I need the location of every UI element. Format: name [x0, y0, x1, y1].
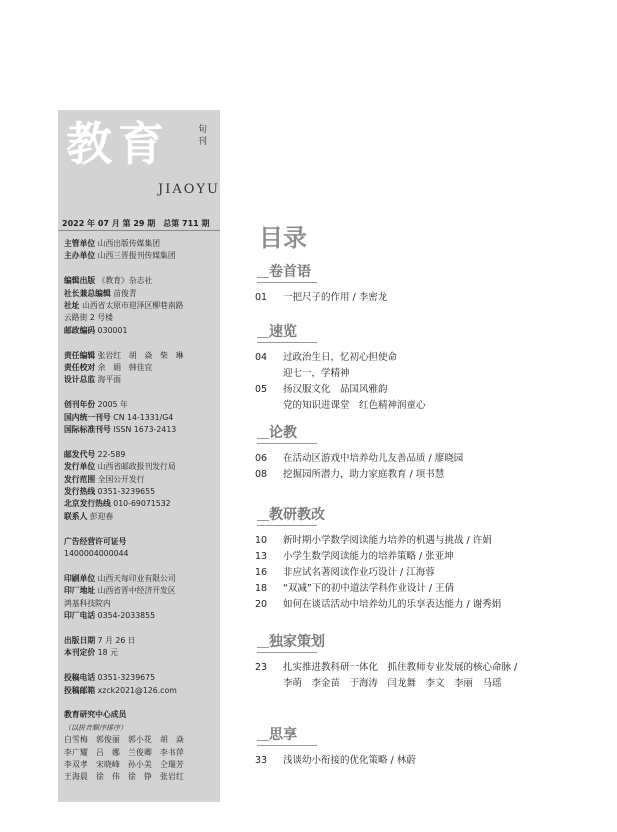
masthead-value: 全国公开发行 — [97, 474, 145, 484]
masthead-value: xzck2021@126.com — [97, 685, 177, 695]
article-title: 浅谈幼小衔接的优化策略 / 林蔚 — [283, 755, 416, 766]
masthead-group — [64, 573, 216, 623]
toc-entry[interactable] — [255, 565, 595, 581]
masthead-row — [64, 288, 216, 300]
masthead-key: 出版日期 — [64, 635, 96, 645]
masthead-value: 海平面 — [97, 375, 122, 385]
article-title: 非应试名著阅读作业巧设计 / 江海蓉 — [283, 567, 435, 578]
masthead-value: 030001 — [97, 325, 128, 335]
masthead-value: 010-69071532 — [113, 499, 171, 509]
article-title: 过政治生日，忆初心担使命 — [283, 352, 398, 363]
masthead-sidebar — [58, 110, 220, 802]
section-underline — [257, 525, 317, 526]
masthead-value: 山西省邮政报刊发行局 — [97, 462, 176, 472]
masthead-key: 发行单位 — [64, 462, 96, 472]
toc-section — [255, 423, 595, 483]
section-entries — [255, 290, 595, 306]
section-heading: 思享 — [269, 727, 297, 743]
section-underline — [257, 443, 317, 444]
page-number: 16 — [255, 567, 268, 578]
magazine-pinyin: JIAOYU — [158, 182, 220, 197]
masthead-key: 发行热线 — [64, 487, 96, 497]
page-number: 10 — [255, 535, 268, 546]
masthead-key: 广告经营许可证号 — [64, 536, 127, 546]
masthead-row — [64, 498, 216, 510]
masthead-row — [64, 536, 216, 548]
section-heading: 卷首语 — [269, 264, 311, 280]
masthead-key: 印厂地址 — [64, 586, 96, 596]
masthead-row — [64, 250, 216, 262]
toc-section — [255, 322, 595, 414]
masthead-value: 0354-2033855 — [97, 611, 156, 621]
page-number: 13 — [255, 551, 268, 562]
section-heading: 独家策划 — [269, 634, 325, 650]
masthead-value: 鸿基科技院内 — [64, 598, 111, 608]
article-title: 如何在谈话活动中培养幼儿的乐享表达能力 / 谢秀娟 — [283, 599, 502, 610]
article-title: 党的知识进课堂 红色精神润童心 — [283, 400, 426, 411]
masthead-value: 18 元 — [97, 648, 118, 658]
masthead-group — [64, 635, 216, 660]
masthead-value: ISSN 1673-2413 — [113, 425, 177, 435]
toc-entry[interactable] — [255, 467, 595, 483]
masthead-row — [64, 350, 216, 362]
article-title: “双减”下的初中道法学科作业设计 / 王倩 — [283, 583, 455, 594]
masthead-key: 编辑出版 — [64, 276, 96, 286]
article-title: 迎七一，学精神 — [283, 368, 350, 379]
masthead-row — [64, 685, 216, 697]
page-number: 05 — [255, 384, 268, 395]
toc-section — [255, 262, 595, 306]
masthead-value: 山西三晋报刊传媒集团 — [97, 251, 176, 261]
section-underline — [257, 282, 317, 283]
article-title: 扬汉服文化 品国风雅韵 — [283, 384, 388, 395]
page-number: 33 — [255, 755, 268, 766]
masthead-group — [64, 238, 216, 263]
section-underline — [257, 342, 317, 343]
masthead-key: 主管单位 — [64, 239, 96, 248]
masthead-row — [64, 374, 216, 386]
masthead-value: 苗俊青 — [113, 288, 137, 298]
masthead-key: 创刊年份 — [64, 400, 96, 410]
section-heading: 论教 — [269, 425, 297, 441]
masthead-value: 山西出版传媒集团 — [97, 239, 161, 248]
masthead-row — [64, 449, 216, 461]
masthead-value: CN 14-1331/G4 — [113, 412, 174, 422]
masthead-value: 2005 年 — [97, 400, 128, 410]
toc-entry[interactable] — [255, 549, 595, 565]
masthead-key: 北京发行热线 — [64, 499, 111, 509]
page-number: 23 — [255, 662, 268, 673]
masthead-value: 张岩红 胡 焱 柴 琳 — [97, 350, 184, 360]
masthead-key: 责任校对 — [64, 363, 96, 373]
masthead-value: 山西天每印业有限公司 — [97, 573, 176, 583]
section-entries — [255, 533, 595, 613]
magazine-frequency: 旬刊 — [198, 125, 208, 147]
masthead-key: 发行范围 — [64, 474, 96, 484]
section-entries — [255, 660, 595, 692]
masthead-key: 社长兼总编辑 — [64, 288, 111, 298]
masthead-row — [64, 238, 216, 250]
masthead-group — [64, 672, 216, 697]
masthead-key: 国际标准刊号 — [64, 425, 111, 435]
masthead-key: 投稿电话 — [64, 673, 96, 683]
section-heading: 速览 — [269, 324, 297, 340]
issue-line: 2022 年 07 月 第 29 期 总第 711 期 — [62, 219, 210, 228]
masthead-row — [64, 573, 216, 585]
page-number: 06 — [255, 453, 268, 464]
masthead-row — [64, 424, 216, 436]
masthead-key: 主办单位 — [64, 251, 96, 261]
masthead-value: 云路街 2 号楼 — [64, 313, 113, 323]
section-underline — [257, 745, 317, 746]
masthead-info — [64, 238, 216, 796]
masthead-key: 印刷单位 — [64, 573, 96, 583]
page-number: 18 — [255, 583, 268, 594]
toc-section — [255, 505, 595, 613]
masthead-row — [64, 362, 216, 374]
masthead-value: 山西省晋中经济开发区 — [97, 586, 176, 596]
masthead-value: 《教育》杂志社 — [97, 276, 153, 286]
masthead-group — [64, 536, 216, 561]
masthead-row — [64, 474, 216, 486]
masthead-value: 山西省太原市迎泽区柳巷南路 — [82, 301, 184, 311]
masthead-value: 余 娟 韩佳宜 — [97, 363, 153, 373]
section-entries — [255, 350, 595, 414]
article-title: 挖掘园所潜力，助力家庭教育 / 项书慧 — [283, 469, 445, 480]
masthead-row — [64, 486, 216, 498]
masthead-row — [64, 325, 216, 337]
masthead-row — [64, 312, 216, 324]
section-entries — [255, 753, 595, 769]
masthead-key: 投稿邮箱 — [64, 685, 96, 695]
article-title: 李萌 李金苗 于海涛 闫龙舞 李文 李丽 马瑶 — [283, 678, 502, 689]
magazine-logo: 教育 — [66, 117, 170, 171]
masthead-row — [64, 548, 216, 560]
research-center-title: 教育研究中心成员 — [64, 710, 127, 720]
masthead-group — [64, 275, 216, 337]
article-title: 一把尺子的作用 / 李密龙 — [283, 292, 388, 303]
toc-entry[interactable] — [255, 290, 595, 306]
page-number: 01 — [255, 292, 268, 303]
toc-entry[interactable] — [255, 581, 595, 597]
masthead-row — [64, 610, 216, 622]
masthead-group — [64, 350, 216, 387]
article-title: 新时期小学数学阅读能力培养的机遇与挑战 / 许娟 — [283, 535, 492, 546]
toc-title: 目录 — [259, 224, 307, 252]
masthead-row — [64, 598, 216, 610]
toc-entry[interactable] — [255, 676, 595, 692]
issue-divider — [58, 230, 220, 231]
page-number: 04 — [255, 352, 268, 363]
masthead-row — [64, 300, 216, 312]
toc-entry[interactable] — [255, 382, 595, 398]
toc-entry[interactable] — [255, 451, 595, 467]
toc-entry[interactable] — [255, 350, 595, 366]
toc-section — [255, 725, 595, 769]
masthead-value: 彭迎春 — [89, 511, 114, 521]
masthead-row — [64, 399, 216, 411]
toc-entry[interactable] — [255, 366, 595, 382]
article-title: 扎实推进教科研一体化 抓住教师专业发展的核心命脉 / — [283, 662, 518, 673]
masthead-row — [64, 412, 216, 424]
toc-entry[interactable] — [255, 753, 595, 769]
masthead-key: 邮政编码 — [64, 325, 96, 335]
masthead-key: 印厂电话 — [64, 611, 96, 621]
toc-entry[interactable] — [255, 533, 595, 549]
article-title: 在活动区游戏中培养幼儿友善品质 / 廖晓园 — [283, 453, 464, 464]
research-center — [64, 709, 216, 783]
research-center-members: 李双孝 宋晓峰 孙小美 仝瑞芳 — [64, 759, 184, 769]
masthead-value: 1400004000044 — [64, 549, 129, 559]
toc-section — [255, 632, 595, 692]
article-title: 小学生数学阅读能力的培养策略 / 张亚坤 — [283, 551, 454, 562]
masthead-row — [64, 647, 216, 659]
toc-entry[interactable] — [255, 660, 595, 676]
toc-main — [255, 0, 595, 832]
masthead-row — [64, 275, 216, 287]
masthead-row — [64, 672, 216, 684]
toc-entry[interactable] — [255, 597, 595, 613]
page-number: 20 — [255, 599, 268, 610]
masthead-row — [64, 461, 216, 473]
masthead-group — [64, 399, 216, 436]
masthead-group — [64, 449, 216, 523]
toc-entry[interactable] — [255, 398, 595, 414]
masthead-key: 邮发代号 — [64, 449, 96, 459]
research-center-members: 白雪梅 郭俊丽 郭小花 胡 焱 — [64, 735, 184, 745]
masthead-row — [64, 585, 216, 597]
masthead-key: 责任编辑 — [64, 350, 96, 360]
section-entries — [255, 451, 595, 483]
section-underline — [257, 652, 317, 653]
section-heading: 教研教改 — [269, 507, 325, 523]
research-center-members: 李广耀 吕 娜 兰俊卿 李书萍 — [64, 747, 184, 757]
masthead-row — [64, 511, 216, 523]
masthead-value: 0351-3239675 — [97, 673, 156, 683]
masthead-row — [64, 635, 216, 647]
research-center-note: （以拼音顺序排序） — [64, 723, 127, 732]
masthead-value: 7 月 26 日 — [97, 635, 136, 645]
masthead-key: 国内统一刊号 — [64, 412, 111, 422]
masthead-key: 联系人 — [64, 511, 88, 521]
masthead-value: 22-589 — [97, 449, 126, 459]
masthead-key: 社址 — [64, 301, 80, 311]
masthead-key: 设计总监 — [64, 375, 96, 385]
page-number: 08 — [255, 469, 268, 480]
masthead-key: 本刊定价 — [64, 648, 96, 658]
research-center-members: 王海晨 徐 伟 徐 铮 张岩红 — [64, 772, 184, 782]
masthead-value: 0351-3239655 — [97, 487, 156, 497]
